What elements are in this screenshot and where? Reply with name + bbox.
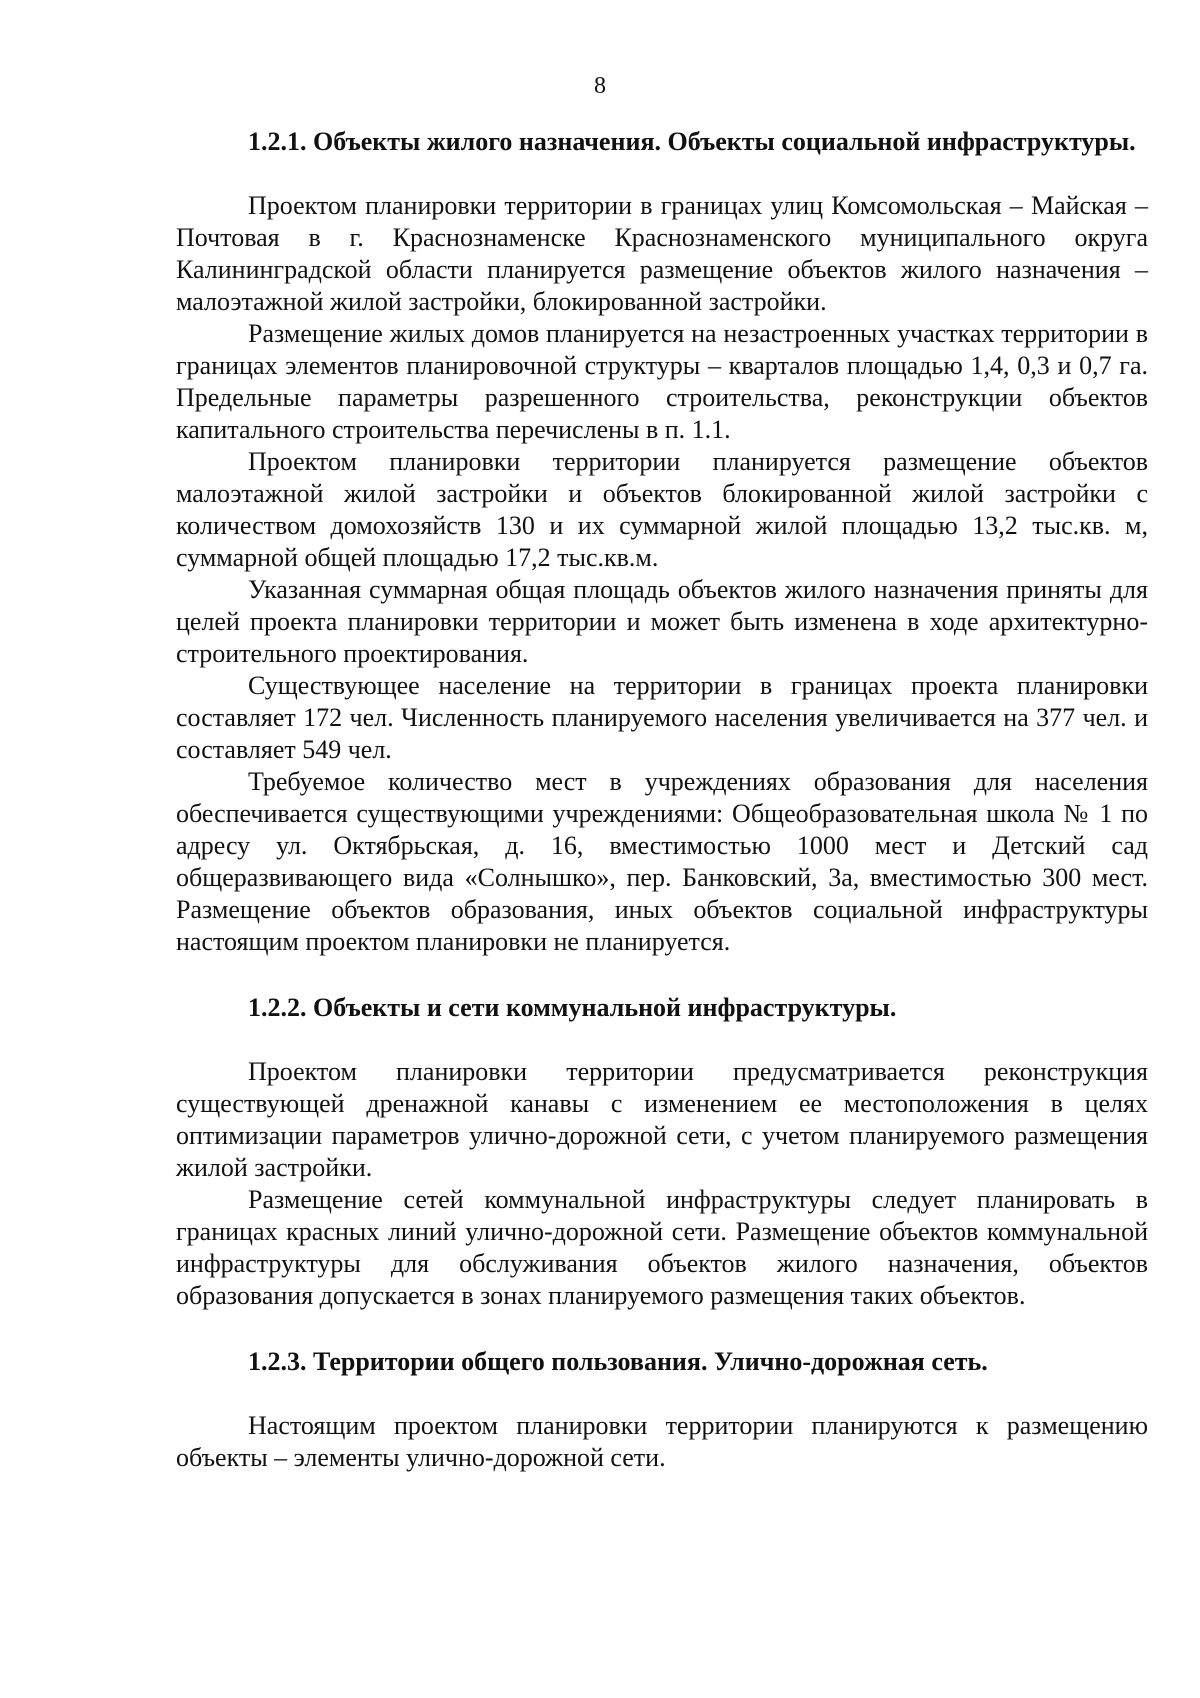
paragraph: Размещение сетей коммунальной инфраструктуры следует планировать в границах красных линий улично-дорожной сети. Размещение объектов коммунальной инфраструктуры для обслуживания объектов жилого назначения, объектов образования допускается в зонах планируемого размещения таких объектов. [176,1185,1148,1310]
spacer [176,1024,1148,1056]
spacer [176,1378,1148,1410]
paragraph: Проектом планировки территории в границах улиц Комсомольская – Майская – Почтовая в г. Краснознаменске Краснознаменского муниципального округа Калининградской области планируется размещение объектов жилого назначения – малоэтажной жилой застройки, блокированной застройки. [176,191,1148,316]
spacer [176,958,1148,992]
paragraph: Существующее население на территории в границах проекта планировки составляет 172 чел. Численность планируемого населения увеличивается на 377 чел. и составляет 549 чел. [176,671,1148,764]
paragraph: Требуемое количество мест в учреждениях образования для населения обеспечивается существующими учреждениями: Общеобразовательная школа № 1 по адресу ул. Октябрьская, д. 16, вместимостью 1000 мест и Детский сад общеразвивающего вида «Солнышко», пер. Банковский, 3а, вместимостью 300 мест. Размещение объектов образования, иных объектов социальной инфраструктуры настоящим проектом планировки не планируется. [176,767,1148,956]
page-number: 8 [594,73,606,99]
section-1-2-1 [176,126,1148,958]
paragraph: Проектом планировки территории планируется размещение объектов малоэтажной жилой застройки и объектов блокированной жилой застройки с количеством домохозяйств 130 и их суммарной жилой площадью 13,2 тыс.кв. м, суммарной общей площадью 17,2 тыс.кв.м. [176,447,1148,572]
paragraph: Указанная суммарная общая площадь объектов жилого назначения приняты для целей проекта планировки территории и может быть изменена в ходе архитектурно-строительного проектирования. [176,575,1148,668]
section-heading: 1.2.3. Территории общего пользования. Улично-дорожная сеть. [248,1347,988,1376]
paragraph: Настоящим проектом планировки территории планируются к размещению объекты – элементы улично-дорожной сети. [176,1411,1148,1472]
document-body [176,126,1148,1474]
section-heading: 1.2.1. Объекты жилого назначения. Объекты социальной инфраструктуры. [248,127,1136,156]
paragraph: Проектом планировки территории предусматривается реконструкция существующей дренажной канавы с изменением ее местоположения в целях оптимизации параметров улично-дорожной сети, с учетом планируемого размещения жилой застройки. [176,1057,1148,1182]
section-1-2-3 [176,1346,1148,1474]
spacer [176,1312,1148,1346]
spacer [176,158,1148,190]
paragraph: Размещение жилых домов планируется на незастроенных участках территории в границах элементов планировочной структуры – кварталов площадью 1,4, 0,3 и 0,7 га. Предельные параметры разрешенного строительства, реконструкции объектов капитального строительства перечислены в п. 1.1. [176,319,1148,444]
section-1-2-2 [176,992,1148,1312]
section-heading: 1.2.2. Объекты и сети коммунальной инфраструктуры. [248,993,897,1022]
